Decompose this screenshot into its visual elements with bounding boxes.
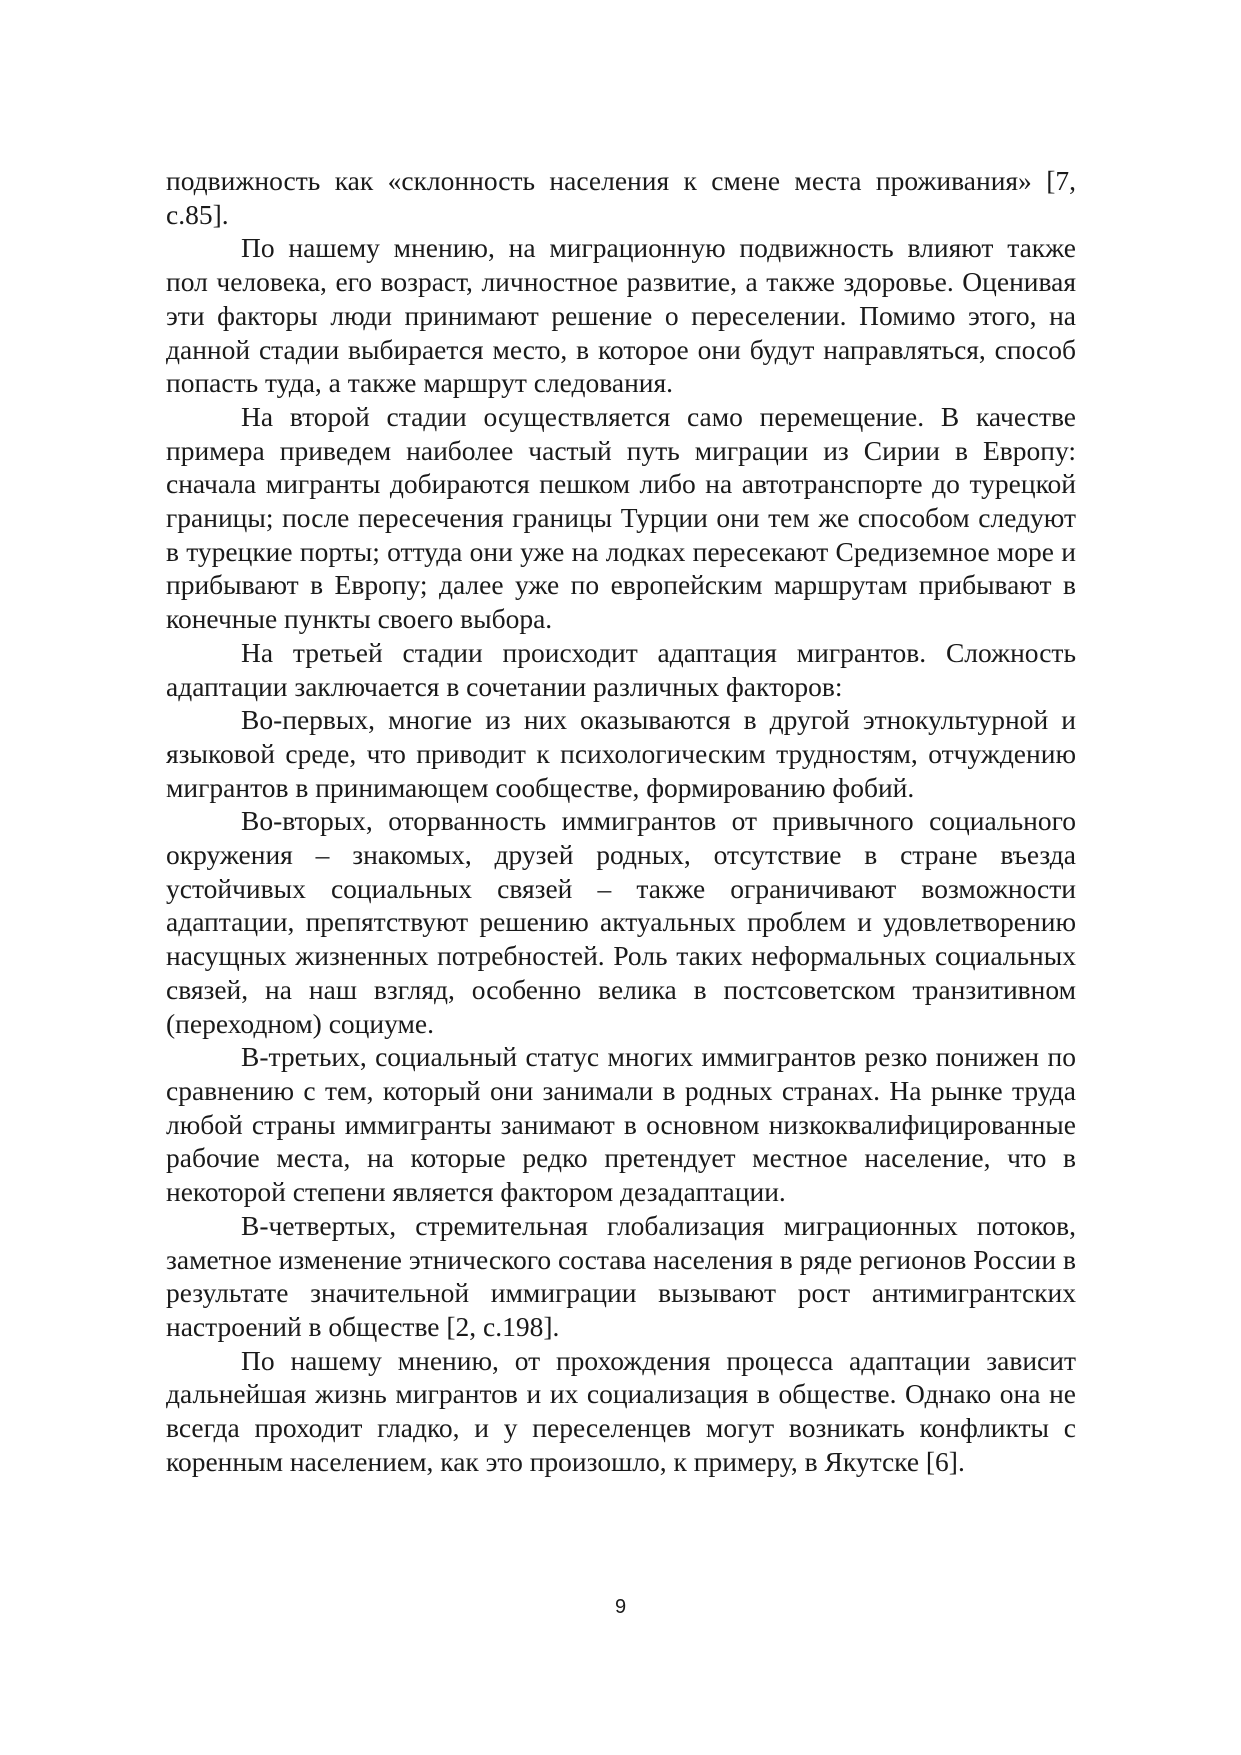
paragraph-firstly: Во-первых, многие из них оказываются в другой этнокультурной и языковой среде, что приводит к психологическим трудностям, отчуждению мигрантов в принимающем сообществе, формированию фобий. xyxy=(166,704,1076,803)
paragraph-thirdly: В-третьих, социальный статус многих иммигрантов резко понижен по сравнению с тем, который они занимали в родных странах. На рынке труда любой страны иммигранты занимают в основном низкоквалифицированные рабочие места, на которые редко претендует местное население, что в некоторой степени является фактором дезадаптации. xyxy=(166,1041,1076,1208)
paragraph-secondly: Во-вторых, оторванность иммигрантов от привычного социального окружения – знакомых, друзей родных, отсутствие в стране въезда устойчивых социальных связей – также ограничивают возможности адаптации, препятствуют решению актуальных проблем и удовлетворению насущных жизненных потребностей. Роль таких неформальных социальных связей, на наш взгляд, особенно велика в постсоветском транзитивном (переходном) социуме. xyxy=(166,805,1076,1039)
page-number: 9 xyxy=(614,1596,627,1618)
paragraph-mobility-factors: По нашему мнению, на миграционную подвижность влияют также пол человека, его возраст, личностное развитие, а также здоровье. Оценивая эти факторы люди принимают решение о переселении. Помимо этого, на данной стадии выбирается место, в которое они будут направляться, способ попасть туда, а также маршрут следования. xyxy=(166,232,1076,399)
paragraph-fourthly: В-четвертых, стремительная глобализация миграционных потоков, заметное изменение этнического состава населения в ряде регионов России в результате значительной иммиграции вызывают рост антимигрантских настроений в обществе [2, с.198]. xyxy=(166,1209,1076,1342)
paragraph-continuation: подвижность как «склонность населения к смене места проживания» [7, с.85]. xyxy=(166,165,1076,230)
body-text xyxy=(166,164,1076,1478)
paragraph-conclusion: По нашему мнению, от прохождения процесса адаптации зависит дальнейшая жизнь мигрантов и их социализация в обществе. Однако она не всегда проходит гладко, и у переселенцев могут возникать конфликты с коренным населением, как это произошло, к примеру, в Якутске [6]. xyxy=(166,1344,1076,1477)
paragraph-third-stage: На третьей стадии происходит адаптация мигрантов. Сложность адаптации заключается в сочетании различных факторов: xyxy=(166,636,1076,702)
paragraph-second-stage: На второй стадии осуществляется само перемещение. В качестве примера приведем наиболее частый путь миграции из Сирии в Европу: сначала мигранты добираются пешком либо на автотранспорте до турецкой границы; после пересечения границы Турции они тем же способом следуют в турецкие порты; оттуда они уже на лодках пересекают Средиземное море и прибывают в Европу; далее уже по европейским маршрутам прибывают в конечные пункты своего выбора. xyxy=(166,400,1076,635)
